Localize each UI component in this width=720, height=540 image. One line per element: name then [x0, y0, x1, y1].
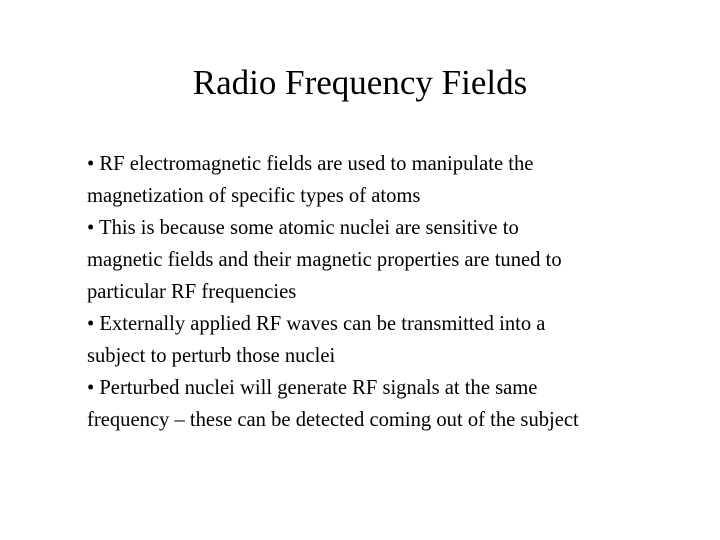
bullet-item-3 [87, 308, 687, 372]
bullet-text-line: magnetic fields and their magnetic properties are tuned to [87, 249, 562, 271]
bullet-text-line: • This is because some atomic nuclei are sensitive to [87, 217, 519, 239]
bullet-item-4 [87, 372, 687, 436]
bullet-list [87, 148, 687, 436]
bullet-item-2 [87, 212, 687, 308]
bullet-text-line: frequency – these can be detected coming out of the subject [87, 409, 579, 431]
bullet-text-line: • RF electromagnetic fields are used to manipulate the [87, 153, 534, 175]
bullet-text-line: particular RF frequencies [87, 281, 297, 303]
bullet-text-line: • Perturbed nuclei will generate RF signals at the same [87, 377, 538, 399]
bullet-text-line: • Externally applied RF waves can be transmitted into a [87, 313, 546, 335]
slide-title: Radio Frequency Fields [192, 63, 528, 102]
bullet-text-line: subject to perturb those nuclei [87, 345, 336, 367]
bullet-text-line: magnetization of specific types of atoms [87, 185, 421, 207]
bullet-item-1 [87, 148, 687, 212]
